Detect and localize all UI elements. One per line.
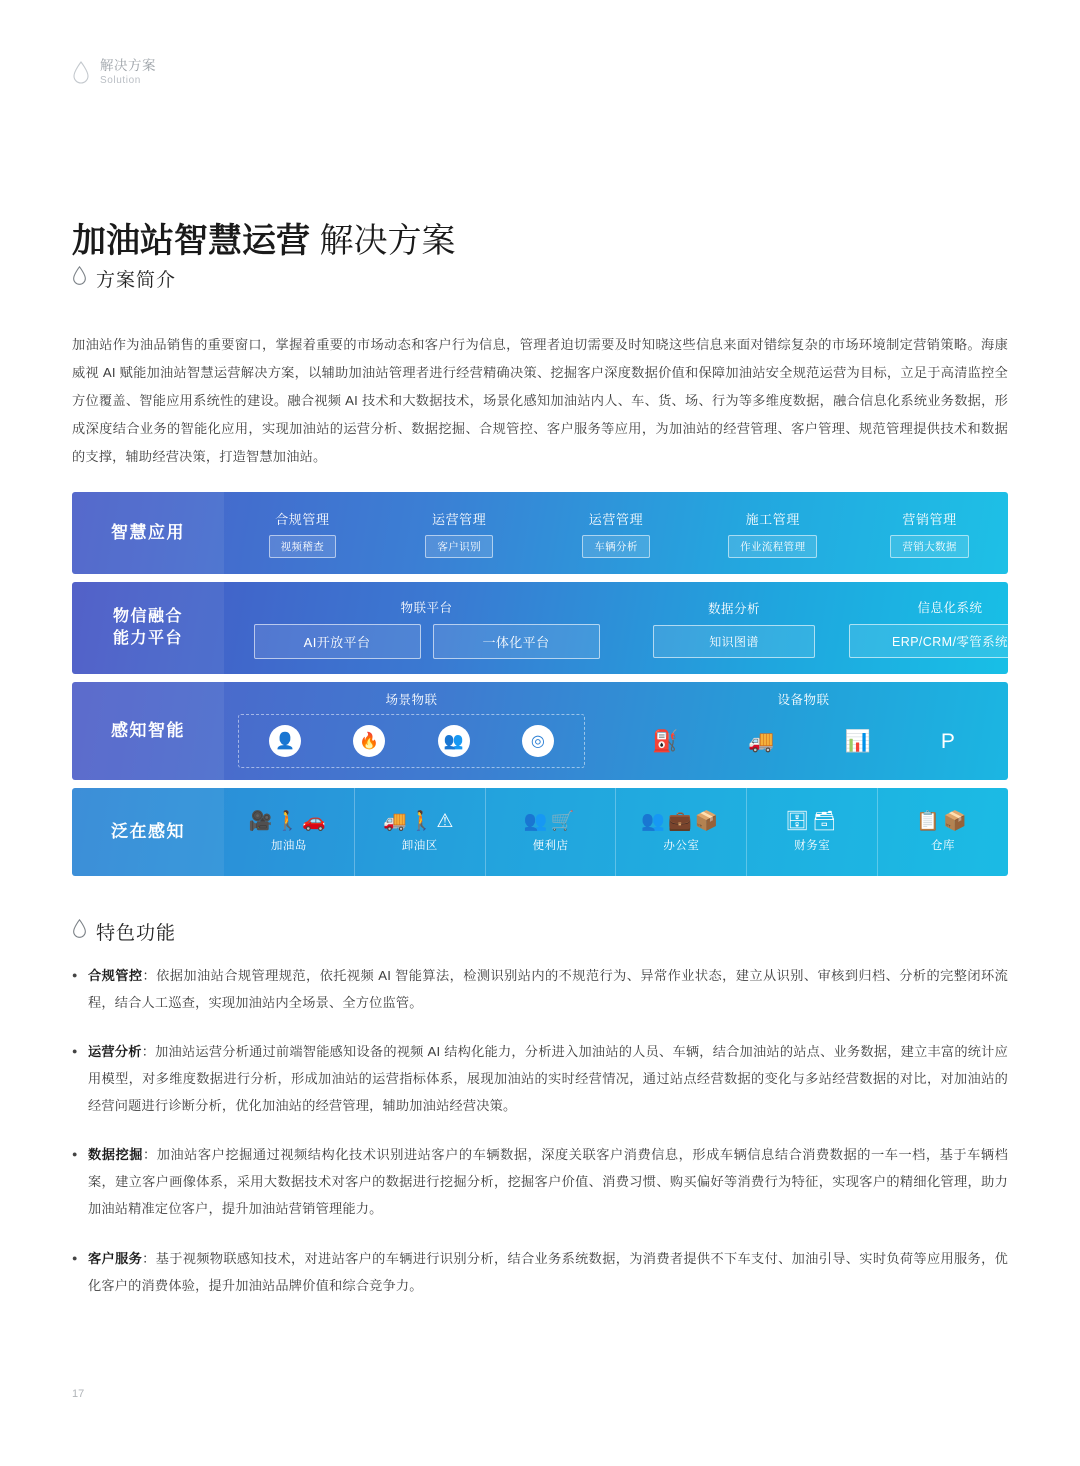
- arch-group-title: 场景物联: [385, 693, 438, 707]
- arch-scene-label: 卸油区: [401, 839, 438, 852]
- people-desk-icons: 👥💼📦: [641, 810, 722, 832]
- arch-box-erp-crm: ERP/CRM/零管系统: [849, 624, 1008, 658]
- tanker-person-icons: 🚚🚶⚠: [383, 810, 457, 832]
- arch-cell-operation-customer: [381, 492, 538, 574]
- arch-scene-office: [616, 788, 747, 876]
- arch-group-title: 信息化系统: [917, 601, 983, 615]
- feature-text: [88, 962, 1008, 1016]
- arch-scene-label: 加油岛: [270, 839, 307, 852]
- arch-scene-label: 仓库: [931, 839, 956, 852]
- arch-scene-label: 财务室: [794, 839, 831, 852]
- arch-cell-construction: [694, 492, 851, 574]
- arch-scene-unloading-area: [355, 788, 486, 876]
- arch-cell-compliance: [224, 492, 381, 574]
- arch-group-title: 数据分析: [707, 601, 760, 616]
- arch-cell-title: 运营管理: [431, 511, 487, 527]
- bullet-dot-icon: ●: [72, 1149, 78, 1160]
- feature-text: [88, 1245, 1008, 1299]
- arch-cell-chip: 营销大数据: [890, 535, 969, 558]
- arch-cell-chip: 作业流程管理: [728, 535, 817, 558]
- arch-cell-chip: 车辆分析: [582, 535, 650, 558]
- page-number: 17: [72, 1388, 85, 1400]
- fuel-nozzle-icon: ⛽: [652, 729, 679, 753]
- feature-list: [72, 962, 1008, 1321]
- arch-group-title: 物联平台: [400, 600, 453, 615]
- people-shelf-icons: 👥🛒: [523, 810, 578, 832]
- page-header: [72, 58, 156, 87]
- bullet-dot-icon: ●: [72, 1252, 78, 1263]
- section-heading-intro-label: 方案简介: [96, 270, 177, 291]
- arch-row-label: 智慧应用: [72, 492, 224, 574]
- water-drop-icon: [72, 266, 87, 291]
- header-text-block: [100, 58, 156, 87]
- arch-box-integrated-platform: 一体化平台: [433, 624, 600, 659]
- arch-cell-title: 营销管理: [902, 511, 957, 527]
- arch-box-knowledge-graph: 知识图谱: [653, 625, 815, 658]
- header-title-cn: 解决方案: [100, 58, 156, 73]
- arch-cell-title: 运营管理: [588, 511, 644, 527]
- list-item: [72, 1245, 1008, 1299]
- list-item: [72, 1038, 1008, 1119]
- arch-group-scene-iot: [224, 682, 599, 780]
- arch-scene-label: 办公室: [663, 839, 700, 852]
- crowd-people-icon: 👥: [438, 725, 470, 757]
- arch-cell-title: 施工管理: [745, 511, 800, 527]
- shelf-box-icons: 📋📦: [916, 810, 970, 832]
- bar-chart-icon: 📊: [844, 729, 871, 753]
- fire-flame-icon: 🔥: [353, 725, 385, 757]
- arch-row-label: 感知智能: [72, 682, 224, 780]
- arch-row-perception-intelligence: [72, 682, 1008, 780]
- water-drop-icon: [72, 919, 87, 944]
- parking-p-icon: P: [940, 729, 955, 753]
- arch-row-label: [72, 582, 224, 674]
- arch-row-capability-platform: [72, 582, 1008, 674]
- face-recognition-icon: 👤: [269, 725, 301, 757]
- header-title-en: Solution: [100, 74, 141, 86]
- arch-group-information-system: [839, 582, 1008, 674]
- arch-row-ubiquitous-perception: [72, 788, 1008, 876]
- safe-cabinet-icons: 🗄🗃: [785, 810, 840, 832]
- arch-cell-operation-vehicle: [538, 492, 695, 574]
- tanker-truck-icon: 🚚: [748, 729, 775, 753]
- section-heading-features: [72, 918, 176, 945]
- arch-cell-title: 合规管理: [275, 511, 330, 527]
- section-heading-intro: [72, 265, 176, 292]
- page-title-light: 解决方案: [310, 221, 456, 260]
- feature-body: ：加油站客户挖掘通过视频结构化技术识别进站客户的车辆数据，深度关联客户消费信息，形成车辆信息结合消费数据的一车一档，基于车辆档案，建立客户画像体系，采用大数据技术对客户的数据进行挖掘分析，挖掘客户价值、消费习惯、购买偏好等消费行为特征，实现客户的精细化管理，助力加油站精准定位客户，提升加油站营销管理能力。: [88, 1147, 1008, 1217]
- intro-paragraph: 加油站作为油品销售的重要窗口，掌握着重要的市场动态和客户行为信息，管理者迫切需要及时知晓这些信息来面对错综复杂的市场环境制定营销策略。海康威视 AI 赋能加油站智慧运营解决方案，以辅助加油站管理者进行经营精确决策、挖掘客户深度数据价值和保障加油站安全规范运营为目标，立足于高清监控全方位覆盖、智能应用系统性的建设。融合视频 AI 技术和大数据技术，场景化感知加油站内人、车、货、场、行为等多维度数据，融合信息化系统业务数据，形成深度结合业务的智能化应用，实现加油站的运营分析、数据挖掘、合规管控、客户服务等应用，为加油站的经营管理、客户管理、规范管理提供技术和数据的支撑，辅助经营决策，打造智慧加油站。: [72, 337, 1008, 465]
- arch-row-smart-application: [72, 492, 1008, 574]
- arch-scene-warehouse: [878, 788, 1008, 876]
- page-title-bold: 加油站智慧运营: [72, 221, 310, 260]
- list-item: [72, 1141, 1008, 1222]
- list-item: [72, 962, 1008, 1016]
- section-heading-features-label: 特色功能: [96, 923, 177, 944]
- arch-group-iot-platform: [224, 582, 629, 674]
- feature-text: [88, 1038, 1008, 1119]
- camera-person-car-icons: 🎥🚶🚗: [248, 810, 329, 832]
- feature-title: 合规管控: [88, 968, 143, 983]
- feature-title: 运营分析: [88, 1044, 142, 1060]
- page-title: [72, 221, 455, 262]
- arch-cell-chip: 视频稽查: [269, 535, 337, 558]
- feature-text: [88, 1141, 1008, 1222]
- arch-cell-marketing: [851, 492, 1008, 574]
- feature-title: 客户服务: [88, 1250, 143, 1266]
- feature-body: ：依据加油站合规管理规范，依托视频 AI 智能算法，检测识别站内的不规范行为、异常作业状态，建立从识别、审核到归档、分析的完整闭环流程，结合人工巡查，实现加油站内全场景、全方位监管。: [88, 968, 1008, 1011]
- arch-scene-label: 便利店: [532, 839, 569, 852]
- arch-row-label: 泛在感知: [72, 788, 224, 876]
- arch-row-label-line1: 物信融合: [112, 608, 183, 626]
- arch-group-title: 设备物联: [777, 693, 830, 707]
- water-drop-icon: [72, 61, 90, 85]
- feature-body: ：基于视频物联感知技术，对进站客户的车辆进行识别分析，结合业务系统数据，为消费者提供不下车支付、加油引导、实时负荷等应用服务，优化客户的消费体验，提升加油站品牌价值和综合竞争力。: [88, 1250, 1008, 1293]
- arch-scene-fuel-island: [224, 788, 355, 876]
- arch-scene-convenience-store: [486, 788, 617, 876]
- bullet-dot-icon: ●: [72, 1046, 78, 1057]
- arch-group-data-analysis: [629, 582, 839, 674]
- architecture-diagram: [72, 492, 1008, 876]
- arch-group-device-iot: [599, 682, 1008, 780]
- feature-body: ：加油站运营分析通过前端智能感知设备的视频 AI 结构化能力，分析进入加油站的人员、车辆，结合加油站的站点、业务数据，建立丰富的统计应用模型，对多维度数据进行分析，形成加油站的运营指标体系，展现加油站的实时经营情况，通过站点经营数据的变化与多站经营数据的对比，对加油站的经营问题进行诊断分析，优化加油站的经营管理，辅助加油站经营决策。: [88, 1044, 1008, 1114]
- feature-title: 数据挖掘: [88, 1147, 143, 1163]
- arch-row-label-line2: 能力平台: [112, 630, 183, 647]
- arch-cell-chip: 客户识别: [425, 535, 493, 558]
- target-scan-icon: ◎: [522, 725, 554, 757]
- arch-box-ai-open-platform: AI开放平台: [254, 624, 421, 659]
- arch-scene-finance-room: [747, 788, 878, 876]
- bullet-dot-icon: ●: [72, 970, 78, 980]
